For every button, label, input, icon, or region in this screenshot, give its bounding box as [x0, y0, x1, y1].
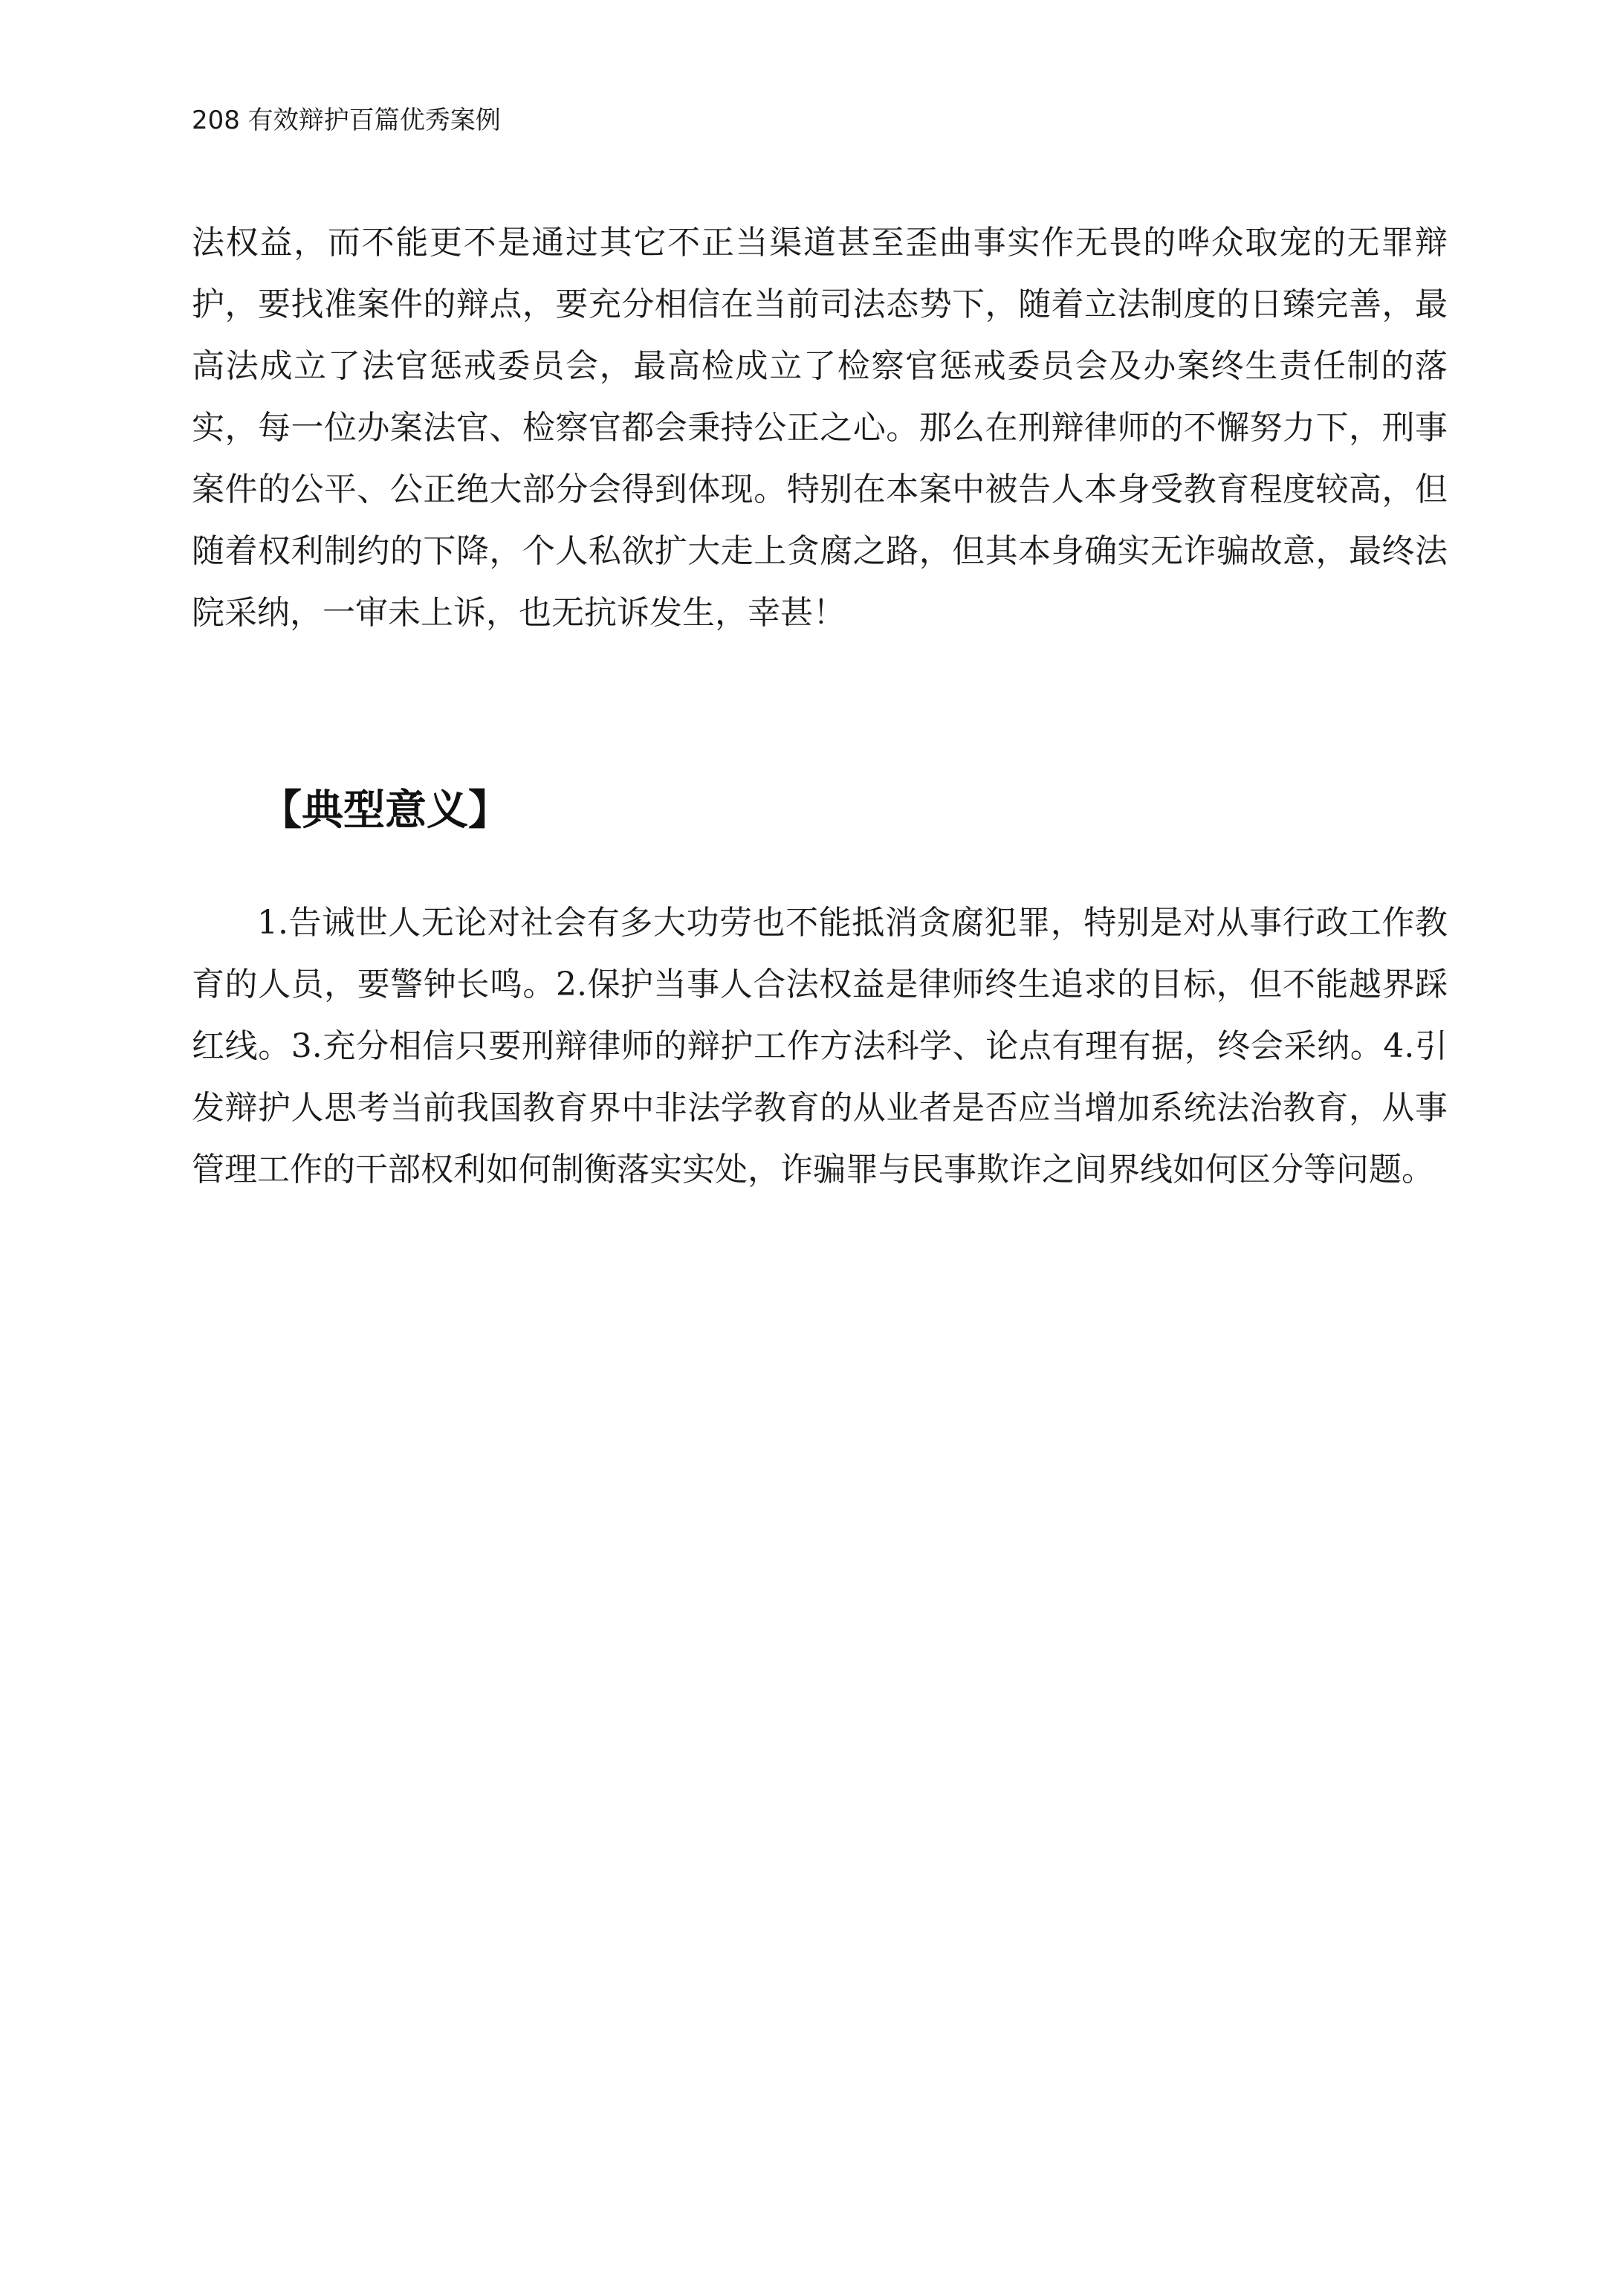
running-header: 208 有效辩护百篇优秀案例 [192, 106, 501, 135]
significance-paragraph: 1.告诫世人无论对社会有多大功劳也不能抵消贪腐犯罪，特别是对从事行政工作教育的人员，要警钟长鸣。2.保护当事人合法权益是律师终生追求的目标，但不能越界踩红线。3.充分相信只要刑辩律师的辩护工作方法科学、论点有理有据，终会采纳。4.引发辩护人思考当前我国教育界中非法学教育的从业者是否应当增加系统法治教育，从事管理工作的干部权利如何制衡落实实处，诈骗罪与民事欺诈之间界线如何区分等问题。 [192, 904, 1448, 1189]
continued-paragraph: 法权益，而不能更不是通过其它不正当渠道甚至歪曲事实作无畏的哗众取宠的无罪辩护，要找准案件的辩点，要充分相信在当前司法态势下，随着立法制度的日臻完善，最高法成立了法官惩戒委员会，最高检成立了检察官惩戒委员会及办案终生责任制的落实，每一位办案法官、检察官都会秉持公正之心。那么在刑辩律师的不懈努力下，刑事案件的公平、公正绝大部分会得到体现。特别在本案中被告人本身受教育程度较高，但随着权利制约的下降，个人私欲扩大走上贪腐之路，但其本身确实无诈骗故意，最终法院采纳，一审未上诉，也无抗诉发生，幸甚！ [192, 224, 1448, 632]
section-heading: 【典型意义】 [260, 786, 510, 835]
